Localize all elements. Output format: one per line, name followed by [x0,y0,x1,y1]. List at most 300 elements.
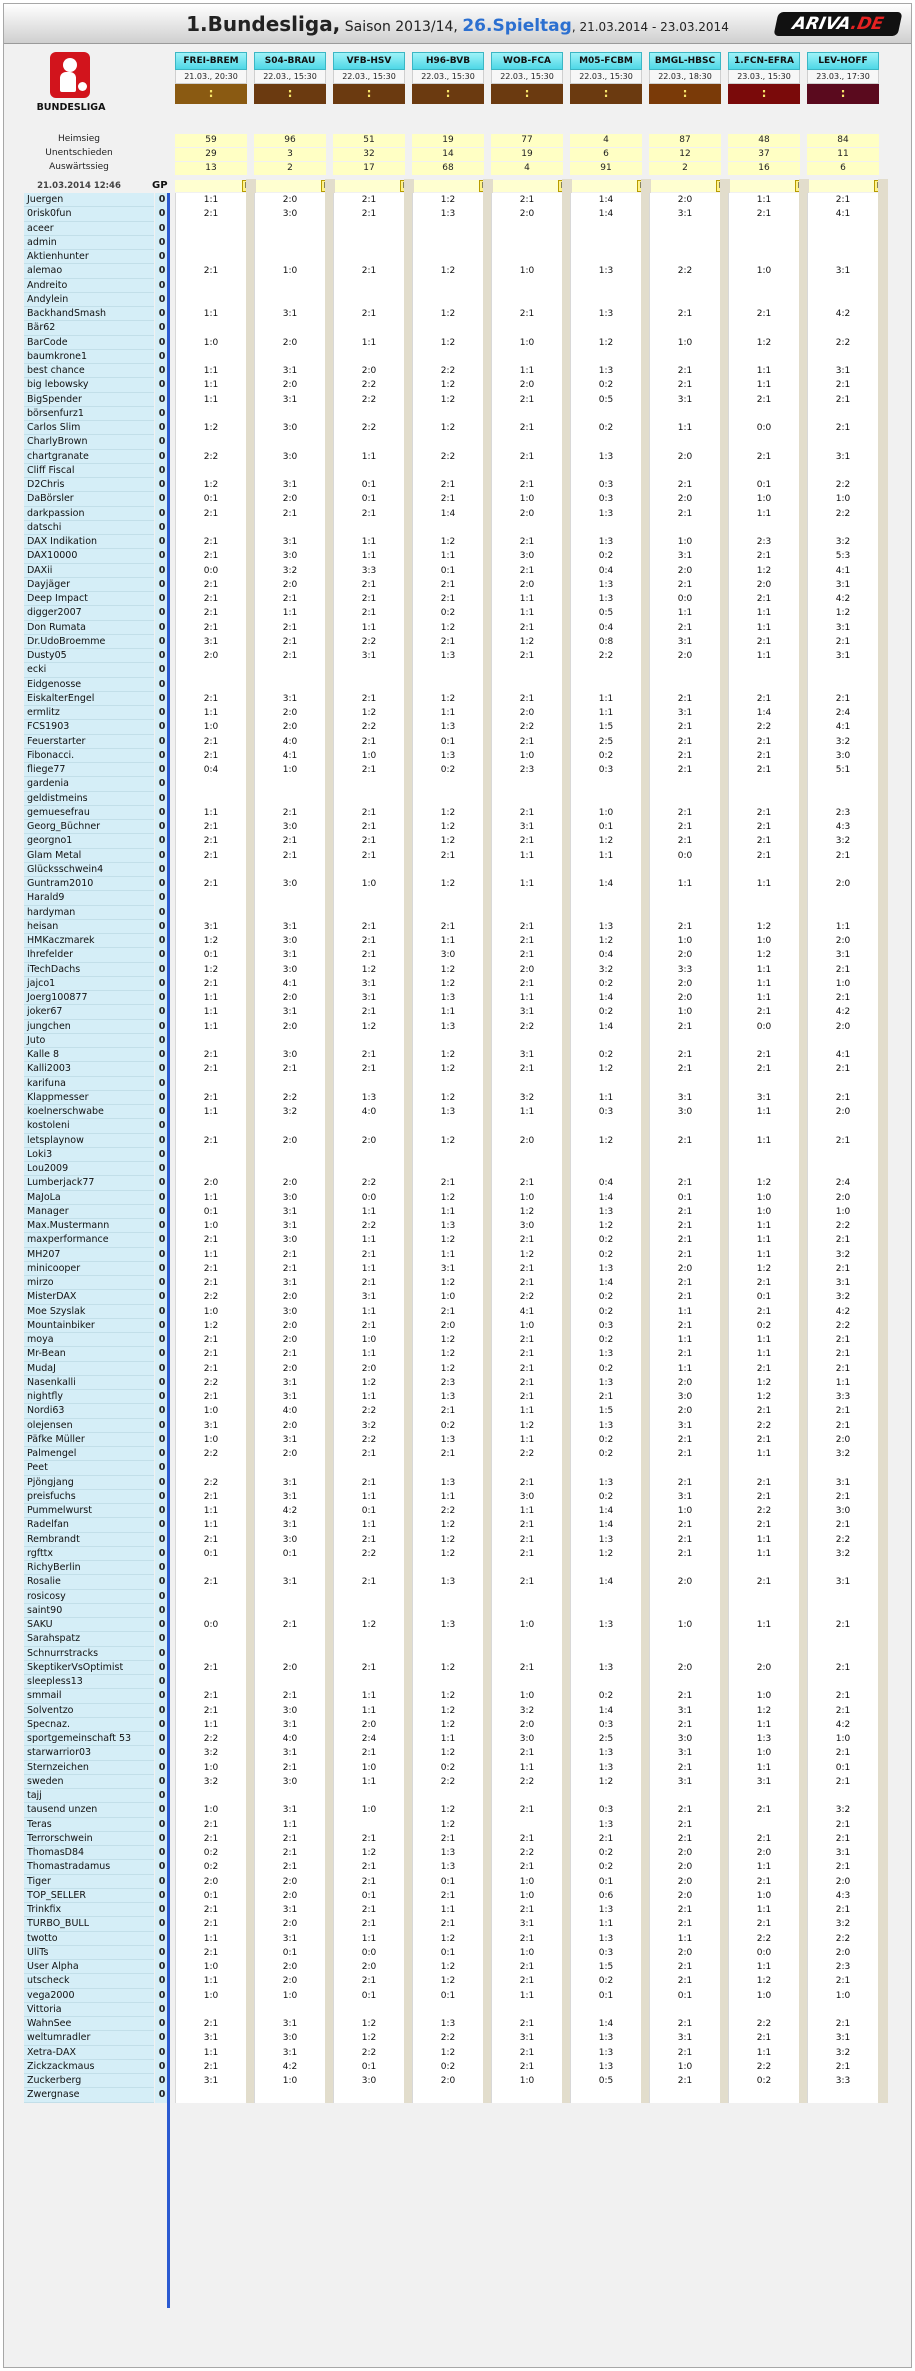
player-name[interactable]: ermlitz [24,706,154,720]
player-name[interactable]: Tiger [24,1875,154,1889]
player-name[interactable]: joker67 [24,1005,154,1019]
tip-cell: 3:1 [361,1292,377,1303]
tip-cell: 2:1 [835,1064,851,1075]
player-name[interactable]: rgfttx [24,1547,154,1561]
player-points: 0 [155,1347,169,1361]
tip-cell [728,236,800,250]
player-name[interactable]: darkpassion [24,507,154,521]
player-name[interactable]: aceer [24,222,154,236]
tip-cell [254,891,326,905]
matchday-link[interactable]: 26.Spieltag [462,16,572,36]
player-name[interactable]: Dusty05 [24,649,154,663]
tip-cell [728,1461,800,1475]
tip-cell: 3:1 [203,1420,219,1431]
tip-cell: 2:1 [519,1905,535,1915]
tip-cell: 2:3 [519,765,535,775]
table-row [4,378,911,392]
player-name[interactable]: SkeptikerVsOptimist [24,1661,154,1675]
tip-cell [491,222,563,236]
player-name[interactable]: EiskalterEngel [24,692,154,706]
player-name[interactable]: RichyBerlin [24,1561,154,1575]
tip-cell: 2:1 [835,1833,851,1844]
tip-cell: 2:1 [677,622,693,633]
player-name[interactable]: 0risk0fun [24,207,154,221]
tip-cell: 2:1 [203,736,219,747]
player-name[interactable]: Nordi63 [24,1404,154,1418]
player-name[interactable]: alemao [24,264,154,278]
player-name[interactable]: Päfke Müller [24,1433,154,1447]
tip-cell: 1:2 [598,936,614,946]
player-name[interactable]: Eidgenosse [24,678,154,692]
player-points: 0 [155,1903,169,1917]
tip-cell: 1:1 [203,1719,219,1730]
tip-cell: 2:1 [519,2047,535,2058]
tip-cell: 1:2 [361,1848,377,1858]
player-name[interactable]: hardyman [24,906,154,920]
tip-cell [412,1789,484,1803]
tip-cell: 3:1 [282,1905,298,1915]
player-name[interactable]: Zuckerberg [24,2074,154,2088]
player-name[interactable]: Specnaz. [24,1718,154,1732]
player-name[interactable]: utscheck [24,1974,154,1988]
tip-cell: 1:1 [203,309,219,319]
tip-cell: 3:0 [282,822,298,832]
tip-cell [175,678,247,692]
player-name[interactable]: Kalli2003 [24,1062,154,1076]
player-name[interactable]: Ihrefelder [24,948,154,962]
tip-cell [807,777,879,791]
tip-cell [570,1632,642,1646]
tip-cell [412,321,484,335]
table-row [4,1433,911,1447]
player-name[interactable]: Terrorschwein [24,1832,154,1846]
tip-cell: 0:0 [203,1620,219,1630]
tip-cell: 2:0 [835,1107,851,1117]
tip-cell: 2:1 [440,480,456,490]
tip-cell: 2:2 [519,1776,535,1787]
player-name[interactable]: BarCode [24,336,154,350]
tip-cell [254,1590,326,1604]
player-name[interactable]: Harald9 [24,891,154,905]
table-row [4,1846,911,1860]
tip-cell: 2:1 [677,2047,693,2058]
match-teams[interactable]: VFB-HSV [333,52,405,70]
tip-cell: 2:2 [361,1548,377,1559]
player-name[interactable]: User Alpha [24,1960,154,1974]
player-name[interactable]: Radelfan [24,1518,154,1532]
player-name[interactable]: Deep Impact [24,592,154,606]
player-name[interactable]: TURBO_BULL [24,1917,154,1931]
player-name[interactable]: Palmengel [24,1447,154,1461]
player-points: 0 [155,1390,169,1404]
player-name[interactable]: D2Chris [24,478,154,492]
tip-cell: 2:1 [519,1805,535,1816]
player-name[interactable]: rosicosy [24,1590,154,1604]
tip-cell [570,2003,642,2017]
player-name[interactable]: mirzo [24,1276,154,1290]
player-name[interactable]: Thomastradamus [24,1860,154,1874]
player-name[interactable]: gemuesefrau [24,806,154,820]
tip-cell [728,250,800,264]
player-points: 0 [155,820,169,834]
player-name[interactable]: chartgranate [24,450,154,464]
tip-cell: 1:0 [756,1990,772,2001]
tip-cell: 0:1 [361,494,377,505]
match-teams[interactable]: BMGL-HBSC [649,52,721,70]
tip-cell: 1:2 [519,1249,535,1260]
tip-cell [175,1632,247,1646]
player-name[interactable]: Solventzo [24,1704,154,1718]
player-name[interactable]: Klappmesser [24,1091,154,1105]
player-name[interactable]: börsenfurz1 [24,407,154,421]
player-name[interactable]: Pummelwurst [24,1504,154,1518]
player-points: 0 [155,1504,169,1518]
tip-cell: 3:1 [677,1776,693,1787]
player-name[interactable]: nightfly [24,1390,154,1404]
player-name[interactable]: tajj [24,1789,154,1803]
table-row [4,635,911,649]
match-teams[interactable]: M05-FCBM [570,52,642,70]
tip-cell: 2:0 [835,1876,851,1887]
table-row [4,350,911,364]
tip-cell: 1:0 [282,2076,298,2086]
player-name[interactable]: DaBörsler [24,492,154,506]
match-teams[interactable]: H96-BVB [412,52,484,70]
player-name[interactable]: weltumradler [24,2031,154,2045]
tip-cell [412,1675,484,1689]
player-name[interactable]: gardenia [24,777,154,791]
player-name[interactable]: Georg_Büchner [24,820,154,834]
player-name[interactable]: Pjöngjang [24,1476,154,1490]
tip-cell: 5:3 [835,551,851,562]
player-name[interactable]: datschi [24,521,154,535]
player-points: 0 [155,1846,169,1860]
player-name[interactable]: tausend unzen [24,1803,154,1817]
player-name[interactable]: Andylein [24,293,154,307]
tip-cell: 2:1 [756,807,772,818]
player-name[interactable]: ecki [24,663,154,677]
player-name[interactable]: Carlos Slim [24,421,154,435]
player-points: 0 [155,735,169,749]
player-name[interactable]: Mountainbiker [24,1319,154,1333]
player-name[interactable]: ThomasD84 [24,1846,154,1860]
player-name[interactable]: Feuerstarter [24,735,154,749]
player-name[interactable]: Mr-Bean [24,1347,154,1361]
player-name[interactable]: Juto [24,1034,154,1048]
tip-cell: 1:1 [361,551,377,562]
player-name[interactable]: baumkrone1 [24,350,154,364]
player-name[interactable]: Kalle 8 [24,1048,154,1062]
tip-cell: 1:2 [440,807,456,818]
tip-cell [254,1162,326,1176]
player-name[interactable]: Aktienhunter [24,250,154,264]
player-name[interactable]: DAXii [24,564,154,578]
tip-cell: 3:1 [519,1007,535,1018]
player-name[interactable]: MisterDAX [24,1290,154,1304]
player-name[interactable]: koelnerschwabe [24,1105,154,1119]
player-name[interactable]: Andreito [24,279,154,293]
player-points: 0 [155,834,169,848]
tip-cell: 1:0 [361,1805,377,1816]
tip-cell: 2:0 [756,1662,772,1673]
player-name[interactable]: moya [24,1333,154,1347]
tip-cell [807,321,879,335]
player-name[interactable]: jungchen [24,1020,154,1034]
brand-text: ARIVA [790,14,854,34]
tip-cell: 2:1 [519,651,535,661]
player-name[interactable]: Lumberjack77 [24,1176,154,1190]
player-name[interactable]: Zwergnase [24,2088,154,2102]
player-name[interactable]: Glücksschwein4 [24,863,154,877]
tip-cell [491,250,563,264]
tip-cell: 2:1 [519,693,535,704]
player-name[interactable]: Lou2009 [24,1162,154,1176]
player-name[interactable]: Vittoria [24,2003,154,2017]
player-name[interactable]: Dr.UdoBroemme [24,635,154,649]
tip-cell: 3:1 [282,1434,298,1445]
player-name[interactable]: Guntram2010 [24,877,154,891]
table-row [4,592,911,606]
tip-cell [175,1461,247,1475]
player-points: 0 [155,1319,169,1333]
player-name[interactable]: Glam Metal [24,849,154,863]
player-name[interactable]: Max.Mustermann [24,1219,154,1233]
player-name[interactable]: DAX10000 [24,549,154,563]
tip-cell: 1:2 [440,1278,456,1288]
tip-cell: 2:1 [677,822,693,832]
player-name[interactable]: georgno1 [24,834,154,848]
player-name[interactable]: sleepless13 [24,1675,154,1689]
table-row [4,934,911,948]
player-name[interactable]: minicooper [24,1262,154,1276]
player-name[interactable]: best chance [24,364,154,378]
tip-cell: 0:2 [598,1335,614,1345]
table-row [4,450,911,464]
player-points: 0 [155,635,169,649]
tip-cell: 1:2 [361,1620,377,1630]
player-name[interactable]: Teras [24,1818,154,1832]
player-name[interactable]: starwarrior03 [24,1746,154,1760]
player-name[interactable]: Xetra-DAX [24,2046,154,2060]
player-name[interactable]: MH207 [24,1248,154,1262]
table-row [4,1917,911,1931]
player-name[interactable]: Sarahspatz [24,1632,154,1646]
ariva-logo[interactable] [773,12,902,36]
tip-cell [491,1461,563,1475]
table-row [4,906,911,920]
tip-cell [570,350,642,364]
match-teams[interactable]: S04-BRAU [254,52,326,70]
player-name[interactable]: CharlyBrown [24,435,154,449]
player-name[interactable]: Dayjäger [24,578,154,592]
player-name[interactable]: vega2000 [24,1989,154,2003]
tip-cell: 1:1 [835,921,851,932]
tip-cell: 1:4 [598,1021,614,1032]
tip-cell: 4:2 [835,594,851,604]
player-name[interactable]: Nasenkalli [24,1376,154,1390]
away-win-pct: 17 [333,162,405,175]
player-name[interactable]: Rembrandt [24,1533,154,1547]
tip-cell: 1:0 [519,1890,535,1901]
player-name[interactable]: BackhandSmash [24,307,154,321]
player-name[interactable]: sweden [24,1775,154,1789]
player-name[interactable]: maxperformance [24,1233,154,1247]
tip-cell [807,1789,879,1803]
player-name[interactable]: saint90 [24,1604,154,1618]
player-name[interactable]: olejensen [24,1419,154,1433]
player-name[interactable]: FCS1903 [24,720,154,734]
match-kickoff: 22.03., 15:30 [412,70,484,84]
tip-cell [175,279,247,293]
tip-cell: 2:0 [677,1662,693,1673]
tip-cell: 2:1 [361,309,377,319]
player-name[interactable]: BigSpender [24,393,154,407]
tip-cell: 1:2 [756,565,772,576]
player-name[interactable]: fliege77 [24,763,154,777]
tip-cell [570,1034,642,1048]
tip-cell [491,321,563,335]
tip-cell [491,2088,563,2102]
tip-cell: 2:2 [677,266,693,277]
match-teams[interactable]: LEV-HOFF [807,52,879,70]
player-name[interactable]: Rosalie [24,1575,154,1589]
tip-cell: 2:2 [835,1221,851,1231]
player-name[interactable]: twotto [24,1932,154,1946]
player-name[interactable]: heisan [24,920,154,934]
tip-cell [175,222,247,236]
player-name[interactable]: Fibonacci. [24,749,154,763]
player-points: 0 [155,1362,169,1376]
tip-cell: 2:0 [282,722,298,733]
player-name[interactable]: kostoleni [24,1119,154,1133]
tip-cell: 1:0 [519,337,535,348]
player-name[interactable]: Schnurrstracks [24,1647,154,1661]
player-name[interactable]: Trinkfix [24,1903,154,1917]
player-points: 0 [155,1005,169,1019]
tip-cell: 2:0 [677,565,693,576]
tip-cell [491,1647,563,1661]
tip-cell: 0:1 [756,480,772,490]
table-row [4,2088,911,2102]
player-name[interactable]: SAKU [24,1618,154,1632]
tip-cell: 1:2 [440,836,456,847]
match-result-slot: : [649,84,721,104]
table-row [4,1604,911,1618]
player-name[interactable]: TOP_SELLER [24,1889,154,1903]
table-row [4,1205,911,1219]
tip-cell: 3:1 [835,622,851,633]
player-points: 0 [155,464,169,478]
tip-cell: 2:1 [835,394,851,405]
match-result-slot: : [175,84,247,104]
player-name[interactable]: Joerg100877 [24,991,154,1005]
tip-cell: 2:2 [756,1420,772,1431]
table-row [4,1305,911,1319]
tip-cell: 3:1 [282,693,298,704]
tip-cell: 0:1 [361,1506,377,1516]
player-name[interactable]: preisfuchs [24,1490,154,1504]
tip-cell: 0:1 [361,480,377,490]
player-name[interactable]: letsplaynow [24,1134,154,1148]
tip-cell: 3:0 [282,1705,298,1716]
player-name[interactable]: big lebowsky [24,378,154,392]
player-name[interactable]: Sternzeichen [24,1761,154,1775]
tip-cell: 2:1 [361,608,377,619]
player-name[interactable]: Peet [24,1461,154,1475]
title-bar [4,4,911,44]
tip-cell: 2:1 [203,209,219,220]
player-name[interactable]: iTechDachs [24,963,154,977]
table-row [4,1077,911,1091]
table-row [4,1376,911,1390]
tip-cell: 1:2 [361,1377,377,1388]
player-name[interactable]: DAX Indikation [24,535,154,549]
player-name[interactable]: HMKaczmarek [24,934,154,948]
player-name[interactable]: geldistmeins [24,792,154,806]
player-name[interactable]: Cliff Fiscal [24,464,154,478]
tip-cell: 2:0 [282,1320,298,1331]
player-name[interactable]: Manager [24,1205,154,1219]
tip-cell [333,1119,405,1133]
tip-cell: 2:0 [519,508,535,519]
player-name[interactable]: sportgemeinschaft 53 [24,1732,154,1746]
tip-cell [333,236,405,250]
tip-cell: 1:0 [835,1990,851,2001]
table-row [4,1661,911,1675]
table-row [4,606,911,620]
player-name[interactable]: digger2007 [24,606,154,620]
tip-cell: 1:1 [203,1021,219,1032]
match-teams[interactable]: 1.FCN-EFRA [728,52,800,70]
tip-cell: 3:2 [519,1705,535,1716]
player-name[interactable]: jajco1 [24,977,154,991]
tip-cell: 1:2 [203,423,219,433]
player-name[interactable]: Bär62 [24,321,154,335]
player-name[interactable]: Loki3 [24,1148,154,1162]
tip-cell: 1:0 [440,1292,456,1303]
table-row [4,2046,911,2060]
tip-cell: 1:2 [598,836,614,847]
tip-cell: 2:1 [282,1249,298,1260]
tip-cell: 1:3 [440,1477,456,1488]
match-header [491,52,563,104]
tip-cell: 2:1 [835,1092,851,1103]
match-kickoff: 22.03., 15:30 [333,70,405,84]
player-points: 0 [155,1974,169,1988]
player-points: 0 [155,1119,169,1133]
player-name[interactable]: karifuna [24,1077,154,1091]
tip-cell: 0:2 [598,1691,614,1702]
match-teams[interactable]: FREI-BREM [175,52,247,70]
table-row [4,564,911,578]
player-name[interactable]: WahnSee [24,2017,154,2031]
player-name[interactable]: Zickzackmaus [24,2060,154,2074]
player-name[interactable]: UliTs [24,1946,154,1960]
player-name[interactable]: admin [24,236,154,250]
player-name[interactable]: Moe Szyslak [24,1305,154,1319]
tip-cell: 3:1 [519,1050,535,1060]
player-name[interactable]: Don Rumata [24,621,154,635]
player-points: 0 [155,1419,169,1433]
player-name[interactable]: MudaJ [24,1362,154,1376]
tip-cell [254,777,326,791]
tip-cell: 2:2 [756,722,772,733]
tip-cell: 1:2 [203,480,219,490]
player-name[interactable]: MaJoLa [24,1191,154,1205]
player-name[interactable]: smmail [24,1689,154,1703]
match-teams[interactable]: WOB-FCA [491,52,563,70]
player-name[interactable]: Juergen [24,193,154,207]
